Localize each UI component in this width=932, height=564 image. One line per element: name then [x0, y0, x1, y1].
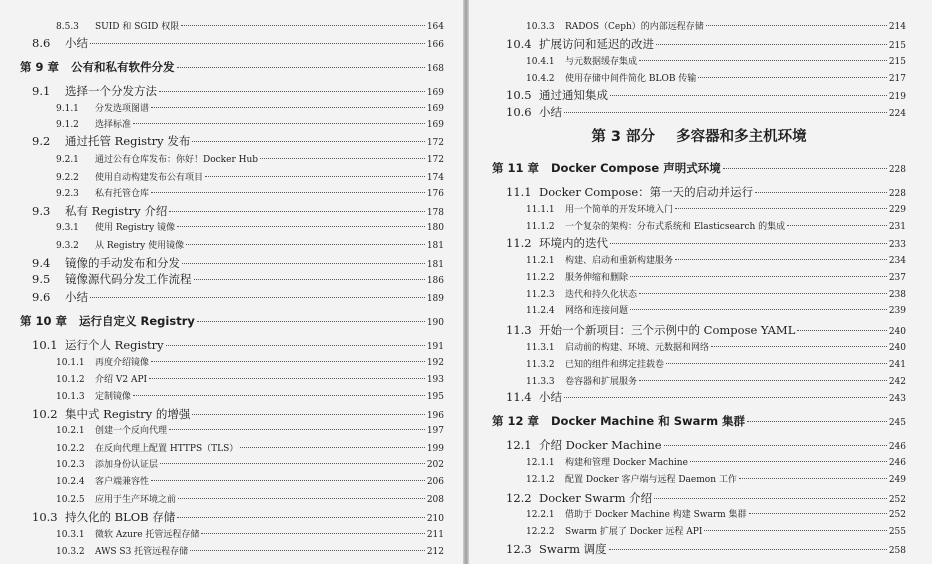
entry-number: 12.2 — [506, 491, 532, 505]
dot-leader — [711, 346, 887, 347]
entry-title: 配置 Docker 客户端与远程 Daemon 工作 — [565, 475, 737, 485]
toc-entry — [32, 337, 444, 353]
page-number: 239 — [888, 306, 906, 316]
page-number: 199 — [426, 444, 444, 454]
toc-entry — [32, 35, 444, 51]
chapter-entry — [20, 59, 444, 75]
toc-entry — [32, 509, 444, 525]
entry-number: 9.6 — [32, 290, 51, 304]
entry-title: 客户端兼容性 — [95, 477, 150, 487]
page-number: 193 — [426, 375, 444, 385]
toc-entry — [526, 71, 906, 84]
entry-title: 小结 — [539, 390, 562, 404]
page-number: 164 — [426, 22, 444, 32]
page-number: 238 — [888, 290, 906, 300]
entry-number: 12.3 — [506, 542, 532, 556]
entry-title: AWS S3 托管远程存储 — [95, 547, 189, 557]
entry-number: 第 11 章 — [492, 161, 540, 175]
dot-leader — [564, 112, 887, 113]
entry-number: 9.3 — [32, 204, 51, 218]
entry-title: 创建一个反向代理 — [95, 426, 168, 436]
page-number: 197 — [426, 426, 444, 436]
dot-leader — [787, 225, 887, 226]
entry-title: 通过托管 Registry 发布 — [65, 134, 191, 148]
toc-entry — [506, 389, 906, 405]
entry-number: 9.5 — [32, 272, 51, 286]
page-number: 237 — [888, 273, 906, 283]
entry-title: 微软 Azure 托管远程存储 — [95, 530, 200, 540]
dot-leader — [723, 168, 887, 169]
page-number: 169 — [426, 88, 444, 98]
entry-title: 用一个简单的开发环境入门 — [565, 205, 674, 215]
entry-title: Docker Machine 和 Swarm 集群 — [551, 414, 746, 428]
page-number: 189 — [426, 294, 444, 304]
dot-leader — [664, 445, 887, 446]
toc-entry — [56, 544, 444, 557]
entry-title: 介绍 V2 API — [95, 375, 148, 385]
entry-title: 介绍 Docker Machine — [539, 438, 662, 452]
chapter-entry — [20, 313, 444, 329]
entry-title: RADOS（Ceph）的内部远程存储 — [565, 22, 704, 32]
toc-entry — [56, 152, 444, 165]
page-number: 255 — [888, 527, 906, 537]
dot-leader — [205, 176, 425, 177]
toc-entry — [56, 492, 444, 505]
chapter-entry — [492, 160, 906, 176]
entry-number: 12.1 — [506, 438, 532, 452]
entry-title: 使用自动构建发布公有项目 — [95, 173, 204, 183]
toc-entry — [526, 472, 906, 485]
page-number: 181 — [426, 260, 444, 270]
entry-title: 运行自定义 Registry — [79, 314, 195, 328]
entry-number: 11.1.2 — [526, 222, 555, 232]
entry-title: 构建、启动和重新构建服务 — [565, 256, 674, 266]
dot-leader — [177, 517, 425, 518]
dot-leader — [656, 44, 887, 45]
entry-title: 网络和连接问题 — [565, 306, 629, 316]
page-number: 195 — [426, 392, 444, 402]
entry-title: 再度介绍镜像 — [95, 358, 150, 368]
toc-entry — [56, 389, 444, 402]
page-number: 242 — [888, 377, 906, 387]
page-number: 228 — [888, 189, 906, 199]
toc-entry — [506, 437, 906, 453]
dot-leader — [698, 77, 887, 78]
entry-number: 9.1 — [32, 84, 51, 98]
dot-leader — [690, 461, 887, 462]
page-number: 217 — [888, 74, 906, 84]
toc-entry — [526, 270, 906, 283]
toc-entry — [32, 406, 444, 422]
toc-entry — [526, 340, 906, 353]
dot-leader — [90, 297, 425, 298]
dot-leader — [564, 397, 887, 398]
dot-leader — [186, 244, 425, 245]
entry-number: 10.2.5 — [56, 495, 85, 505]
entry-number: 10.6 — [506, 105, 532, 119]
page-number: 210 — [426, 514, 444, 524]
dot-leader — [159, 91, 425, 92]
toc-entry — [56, 423, 444, 436]
dot-leader — [192, 141, 424, 142]
entry-title: 应用于生产环境之前 — [95, 495, 177, 505]
toc-entry — [526, 374, 906, 387]
toc-entry — [526, 219, 906, 232]
page-number: 186 — [426, 276, 444, 286]
entry-number: 第 10 章 — [20, 314, 68, 328]
toc-entry — [506, 184, 906, 200]
entry-title: 私有 Registry 介绍 — [65, 204, 168, 218]
page-number: 252 — [888, 495, 906, 505]
dot-leader — [151, 107, 425, 108]
page-number: 169 — [426, 104, 444, 114]
page-number: 245 — [888, 418, 906, 428]
toc-entry — [526, 287, 906, 300]
part-title: 多容器和多主机环境 — [676, 129, 807, 145]
page-number: 241 — [888, 360, 906, 370]
entry-title: 持久化的 BLOB 存储 — [65, 510, 176, 524]
page-number: 172 — [426, 138, 444, 148]
page-number: 191 — [426, 342, 444, 352]
entry-number: 12.1.2 — [526, 475, 555, 485]
entry-number: 11.2.1 — [526, 256, 555, 266]
page-number: 206 — [426, 477, 444, 487]
entry-number: 12.2.1 — [526, 510, 555, 520]
toc-entry — [56, 372, 444, 385]
entry-title: 定制镜像 — [95, 392, 132, 402]
dot-leader — [169, 429, 425, 430]
dot-leader — [192, 414, 424, 415]
chapter-entry — [492, 413, 906, 429]
entry-title: 一个复杂的架构：分布式系统和 Elasticsearch 的集成 — [565, 222, 786, 232]
entry-number: 11.1 — [506, 185, 532, 199]
entry-title: Docker Compose：第一天的启动并运行 — [539, 185, 754, 199]
dot-leader — [133, 395, 425, 396]
entry-title: 卷容器和扩展服务 — [565, 377, 638, 387]
dot-leader — [675, 208, 887, 209]
entry-number: 9.2 — [32, 134, 51, 148]
entry-number: 10.3.2 — [56, 547, 85, 557]
page-number: 180 — [426, 223, 444, 233]
dot-leader — [654, 498, 887, 499]
toc-entry — [56, 474, 444, 487]
toc-entry — [32, 203, 444, 219]
entry-number: 8.5.3 — [56, 22, 79, 32]
dot-leader — [739, 478, 887, 479]
entry-number: 9.1.2 — [56, 120, 79, 130]
dot-leader — [630, 309, 887, 310]
dot-leader — [178, 498, 425, 499]
entry-number: 10.1 — [32, 338, 58, 352]
toc-entry — [56, 457, 444, 470]
entry-title: 启动前的构建、环境、元数据和网络 — [565, 343, 710, 353]
toc-entry — [56, 186, 444, 199]
entry-number: 9.1.1 — [56, 104, 79, 114]
page-number: 224 — [888, 109, 906, 119]
toc-entry — [526, 19, 906, 32]
dot-leader — [704, 530, 886, 531]
dot-leader — [151, 361, 425, 362]
page-number: 229 — [888, 205, 906, 215]
dot-leader — [260, 158, 425, 159]
entry-number: 11.3 — [506, 323, 532, 337]
toc-entry — [526, 253, 906, 266]
page-number: 234 — [888, 256, 906, 266]
entry-number: 10.3.3 — [526, 22, 555, 32]
entry-title: Docker Compose 声明式环境 — [551, 161, 721, 175]
toc-entry — [506, 235, 906, 251]
toc-entry — [32, 289, 444, 305]
entry-title: 小结 — [539, 105, 562, 119]
dot-leader — [169, 211, 424, 212]
toc-entry — [526, 54, 906, 67]
page-number: 215 — [888, 41, 906, 51]
entry-title: 迭代和持久化状态 — [565, 290, 638, 300]
entry-title: 通过公有仓库发布：你好！Docker Hub — [95, 155, 259, 165]
entry-title: 分发选项图谱 — [95, 104, 150, 114]
dot-leader — [190, 550, 425, 551]
page-number: 215 — [888, 57, 906, 67]
dot-leader — [133, 123, 425, 124]
entry-number: 9.2.1 — [56, 155, 79, 165]
entry-title: 选择标准 — [95, 120, 132, 130]
dot-leader — [666, 363, 887, 364]
toc-entry — [56, 19, 444, 32]
entry-number: 11.2.4 — [526, 306, 555, 316]
toc-entry — [32, 83, 444, 99]
entry-number: 8.6 — [32, 36, 51, 50]
entry-title: 使用存储中间件简化 BLOB 传输 — [565, 74, 697, 84]
entry-title: Swarm 扩展了 Docker 远程 API — [565, 527, 703, 537]
entry-number: 11.4 — [506, 390, 532, 404]
page-number: 172 — [426, 155, 444, 165]
entry-number: 9.2.2 — [56, 173, 79, 183]
entry-number: 10.3.1 — [56, 530, 85, 540]
entry-number: 10.2.2 — [56, 444, 85, 454]
entry-title: 小结 — [65, 290, 88, 304]
toc-entry — [32, 271, 444, 287]
toc-entry — [32, 133, 444, 149]
toc-entry — [56, 220, 444, 233]
page-number: 166 — [426, 40, 444, 50]
dot-leader — [177, 226, 425, 227]
toc-entry — [56, 441, 444, 454]
page-number: 214 — [888, 22, 906, 32]
entry-title: 选择一个分发方法 — [65, 84, 157, 98]
toc-entry — [506, 322, 906, 338]
dot-leader — [639, 60, 887, 61]
dot-leader — [609, 549, 887, 550]
dot-leader — [90, 43, 425, 44]
toc-entry — [56, 355, 444, 368]
dot-leader — [151, 480, 425, 481]
entry-title: 从 Registry 使用镜像 — [95, 241, 185, 251]
dot-leader — [151, 192, 425, 193]
entry-number: 10.4.2 — [526, 74, 555, 84]
toc-entry — [526, 455, 906, 468]
right-page — [466, 0, 932, 564]
entry-number: 9.4 — [32, 256, 51, 270]
toc-entry — [526, 524, 906, 537]
dot-leader — [194, 279, 425, 280]
page-number: 243 — [888, 394, 906, 404]
entry-number: 12.1.1 — [526, 458, 555, 468]
entry-title: 借助于 Docker Machine 构建 Swarm 集群 — [565, 510, 747, 520]
entry-number: 12.2.2 — [526, 527, 555, 537]
dot-leader — [755, 192, 887, 193]
book-gutter — [463, 0, 469, 564]
entry-number: 10.4.1 — [526, 57, 555, 67]
part-label: 第 3 部分 — [591, 129, 656, 145]
entry-title: 在反向代理上配置 HTTPS（TLS） — [95, 444, 239, 454]
dot-leader — [240, 447, 425, 448]
toc-entry — [526, 303, 906, 316]
page-number: 169 — [426, 120, 444, 130]
dot-leader — [797, 330, 886, 331]
page-number: 212 — [426, 547, 444, 557]
entry-title: SUID 和 SGID 权限 — [95, 22, 180, 32]
entry-number: 10.2.4 — [56, 477, 85, 487]
toc-entry — [506, 104, 906, 120]
dot-leader — [630, 276, 887, 277]
dot-leader — [610, 243, 887, 244]
dot-leader — [201, 533, 424, 534]
toc-entry — [32, 255, 444, 271]
toc-entry — [56, 527, 444, 540]
entry-title: 与元数据缓存集成 — [565, 57, 638, 67]
page-number: 240 — [888, 327, 906, 337]
entry-title: 镜像源代码分发工作流程 — [65, 272, 192, 286]
dot-leader — [181, 25, 425, 26]
entry-title: 使用 Registry 镜像 — [95, 223, 176, 233]
dot-leader — [706, 25, 887, 26]
entry-number: 10.2.3 — [56, 460, 85, 470]
entry-number: 10.1.2 — [56, 375, 85, 385]
entry-number: 9.3.1 — [56, 223, 79, 233]
dot-leader — [639, 293, 887, 294]
page-number: 168 — [426, 64, 444, 74]
dot-leader — [747, 421, 887, 422]
page-number: 178 — [426, 208, 444, 218]
toc-entry — [526, 202, 906, 215]
entry-number: 10.3 — [32, 510, 58, 524]
dot-leader — [639, 380, 887, 381]
entry-number: 9.3.2 — [56, 241, 79, 251]
entry-number: 11.2 — [506, 236, 532, 250]
page-number: 176 — [426, 189, 444, 199]
dot-leader — [182, 263, 425, 264]
entry-number: 11.3.1 — [526, 343, 555, 353]
entry-number: 10.5 — [506, 88, 532, 102]
toc-entry — [56, 170, 444, 183]
toc-entry — [506, 36, 906, 52]
dot-leader — [149, 378, 425, 379]
page-number: 211 — [426, 530, 444, 540]
entry-title: Docker Swarm 介绍 — [539, 491, 653, 505]
entry-title: 镜像的手动发布和分发 — [65, 256, 180, 270]
entry-number: 10.1.3 — [56, 392, 85, 402]
entry-title: 集中式 Registry 的增强 — [65, 407, 191, 421]
dot-leader — [749, 513, 887, 514]
entry-number: 10.1.1 — [56, 358, 85, 368]
dot-leader — [675, 259, 887, 260]
entry-title: 运行个人 Registry — [65, 338, 164, 352]
entry-number: 10.2.1 — [56, 426, 85, 436]
entry-title: 扩展访问和延迟的改进 — [539, 37, 654, 51]
dot-leader — [166, 345, 425, 346]
entry-title: 环境内的迭代 — [539, 236, 608, 250]
page-number: 219 — [888, 92, 906, 102]
page-number: 249 — [888, 475, 906, 485]
page-number: 231 — [888, 222, 906, 232]
toc-entry — [526, 357, 906, 370]
entry-number: 10.2 — [32, 407, 58, 421]
page-number: 181 — [426, 241, 444, 251]
entry-number: 第 12 章 — [492, 414, 540, 428]
entry-number: 9.2.3 — [56, 189, 79, 199]
entry-number: 第 9 章 — [20, 60, 60, 74]
toc-entry — [526, 507, 906, 520]
entry-title: 公有和私有软件分发 — [71, 60, 175, 74]
entry-number: 10.4 — [506, 37, 532, 51]
toc-entry — [506, 490, 906, 506]
toc-entry — [56, 117, 444, 130]
entry-title: 已知的组件和绑定挂载卷 — [565, 360, 665, 370]
page-number: 174 — [426, 173, 444, 183]
page-number: 252 — [888, 510, 906, 520]
toc-entry — [506, 87, 906, 103]
entry-number: 11.3.2 — [526, 360, 555, 370]
toc-entry — [506, 541, 906, 557]
entry-number: 11.1.1 — [526, 205, 555, 215]
dot-leader — [177, 67, 425, 68]
page-number: 246 — [888, 458, 906, 468]
dot-leader — [197, 321, 425, 322]
entry-title: 通过通知集成 — [539, 88, 608, 102]
part-heading — [466, 125, 932, 146]
toc-entry — [56, 238, 444, 251]
page-number: 190 — [426, 318, 444, 328]
entry-title: 构建和管理 Docker Machine — [565, 458, 688, 468]
page-number: 246 — [888, 442, 906, 452]
page-number: 192 — [426, 358, 444, 368]
entry-title: 私有托管仓库 — [95, 189, 150, 199]
entry-title: 开始一个新项目：三个示例中的 Compose YAML — [539, 323, 796, 337]
entry-title: Swarm 调度 — [539, 542, 607, 556]
entry-title: 添加身份认证层 — [95, 460, 159, 470]
page-number: 208 — [426, 495, 444, 505]
page-number: 233 — [888, 240, 906, 250]
page-number: 258 — [888, 546, 906, 556]
dot-leader — [160, 463, 425, 464]
toc-entry — [56, 101, 444, 114]
dot-leader — [610, 95, 887, 96]
entry-title: 小结 — [65, 36, 88, 50]
page-number: 240 — [888, 343, 906, 353]
entry-title: 服务伸缩和删除 — [565, 273, 629, 283]
page-number: 228 — [888, 165, 906, 175]
page-number: 202 — [426, 460, 444, 470]
page-number: 196 — [426, 411, 444, 421]
entry-number: 11.2.3 — [526, 290, 555, 300]
entry-number: 11.3.3 — [526, 377, 555, 387]
entry-number: 11.2.2 — [526, 273, 555, 283]
